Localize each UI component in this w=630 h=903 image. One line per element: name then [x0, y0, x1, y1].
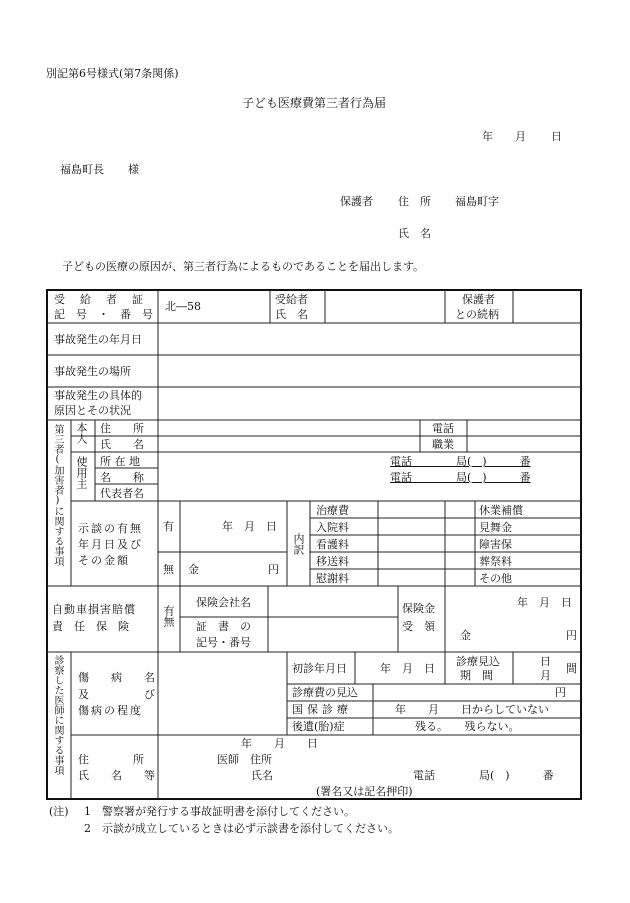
doctor-date: 年 月 日	[241, 737, 318, 750]
insurance-received-label-2: 受 領	[402, 620, 435, 633]
third-party-phone-label: 電話	[432, 422, 454, 435]
note-item: 1 警察署が発行する事故証明書を添付してください。	[84, 805, 355, 818]
doctor-name-line: 氏名	[251, 769, 273, 782]
addressee: 福島町長	[60, 163, 104, 176]
liability-yes-no-label: 有無	[162, 605, 175, 627]
third-party-section-label: 第三者(加害者)に関する事項	[52, 424, 63, 566]
employer-phone-line-1: 電話 局( ) 番	[390, 455, 531, 468]
doctor-phone: 電話 局( ) 番	[413, 769, 554, 782]
form-reference: 別記第6号様式(第7条関係)	[46, 67, 179, 80]
date-year-label: 年	[482, 130, 493, 143]
settlement-label-2: 年月日及び	[78, 538, 143, 551]
settlement-label-3: その金額	[78, 554, 130, 567]
note-item: 2 示談が成立しているときは必ず示談書を添付してください。	[84, 822, 399, 835]
liability-insurance-label-2: 責 任 保 険	[52, 620, 129, 633]
guardian-address-value: 福島町字	[455, 195, 499, 208]
certificate-label-2: 記号・番号	[196, 636, 251, 649]
expected-period-label-1: 診療見込	[456, 655, 500, 668]
date-month-label: 月	[515, 130, 526, 143]
nhi-value: 年 月 日からしていない	[395, 703, 549, 716]
sequelae-label: 後遺(胎)症	[292, 720, 345, 733]
self-label: 本人	[75, 422, 88, 444]
employer-location-label: 所 在 地	[100, 455, 140, 468]
expected-cost-label: 診療費の見込	[292, 686, 358, 699]
settlement-date: 年 月 日	[222, 520, 277, 533]
breakdown-item: 見舞金	[479, 521, 512, 534]
recipient-name-label-1: 受給者	[275, 293, 308, 306]
insurance-received-amount-label: 金	[460, 629, 471, 642]
signature-note: (署名又は記名押印)	[316, 785, 413, 798]
third-party-occupation-label: 職業	[432, 438, 454, 451]
employer-phone-line-2: 電話 局( ) 番	[390, 471, 531, 484]
doctor-address-label: 住 所	[78, 753, 144, 766]
first-visit-label: 初診年月日	[292, 662, 347, 675]
relation-label-2: との続柄	[455, 308, 499, 321]
date-day-label: 日	[551, 130, 562, 143]
certificate-label-1: 証 書 の	[196, 620, 251, 633]
relation-label-1: 保護者	[462, 293, 495, 306]
doctor-name-label: 氏 名 等	[78, 769, 155, 782]
breakdown-item: その他	[479, 572, 512, 585]
expected-period-label-2: 期 間	[460, 669, 493, 682]
insurer-name-label: 保険会社名	[196, 596, 251, 609]
recipient-name-label-2: 氏 名	[275, 308, 308, 321]
recipient-number-value: 北―58	[165, 300, 201, 313]
insurance-received-yen: 円	[566, 629, 577, 642]
nhi-label: 国保診療	[292, 703, 352, 716]
settlement-amount-label: 金	[188, 563, 199, 576]
settlement-no-label: 無	[163, 563, 174, 576]
employer-label: 使用主	[75, 456, 88, 489]
recipient-number-label-1: 受 給 者 証	[54, 293, 145, 306]
notes-prefix: (注)	[49, 805, 69, 818]
honorific: 様	[128, 163, 139, 176]
breakdown-item: 障害保	[479, 538, 512, 551]
accident-date-label: 事故発生の年月日	[54, 333, 142, 346]
settlement-label-1: 示談の有無	[78, 522, 143, 535]
breakdown-item: 看護料	[316, 538, 349, 551]
period-suffix: 間	[566, 662, 577, 675]
doctor-section-label: 診察した医師に関する事項	[52, 655, 63, 775]
settlement-yen-label: 円	[268, 563, 279, 576]
declaration-text: 子どもの医療の原因が、第三者行為によるものであることを届出します。	[62, 260, 425, 273]
guardian-label: 保護者	[340, 195, 373, 208]
breakdown-item: 治療費	[316, 504, 349, 517]
guardian-address-label: 住 所	[398, 195, 431, 208]
employer-representative-label: 代表者名	[100, 487, 144, 500]
doctor-address-line: 医師 住所	[217, 753, 272, 766]
guardian-name-label: 氏 名	[398, 227, 431, 240]
first-visit-date: 年 月 日	[380, 662, 435, 675]
breakdown-item: 葬祭料	[479, 555, 512, 568]
recipient-number-label-2: 記 号 ・ 番 号	[54, 308, 153, 321]
insurance-received-date: 年 月 日	[517, 596, 572, 609]
liability-insurance-label-1: 自動車損害賠償	[52, 603, 136, 616]
injury-label-1: 傷 病 名	[78, 671, 155, 684]
third-party-address-label: 住 所	[100, 422, 144, 435]
insurance-received-label-1: 保険金	[402, 602, 435, 615]
injury-label-3: 傷病の程度	[78, 704, 143, 717]
form-title: 子ども医療費第三者行為届	[242, 96, 387, 110]
breakdown-item: 入院料	[316, 521, 349, 534]
employer-company-name-label: 名 称	[100, 471, 144, 484]
accident-detail-label-1: 事故発生の具体的	[54, 389, 142, 402]
sequelae-value: 残る。 残らない。	[415, 720, 520, 733]
breakdown-label: 内訳	[292, 533, 305, 555]
breakdown-item: 移送料	[316, 555, 349, 568]
period-unit-day: 日	[540, 655, 551, 668]
accident-place-label: 事故発生の場所	[54, 365, 131, 378]
injury-label-2: 及 び	[78, 688, 155, 701]
breakdown-item: 休業補償	[479, 504, 523, 517]
expected-cost-yen: 円	[555, 686, 566, 699]
accident-detail-label-2: 原因とその状況	[54, 404, 131, 417]
period-unit-month: 月	[540, 669, 551, 682]
third-party-name-label: 氏 名	[100, 438, 144, 451]
settlement-yes-label: 有	[163, 520, 174, 533]
breakdown-item: 慰謝料	[316, 572, 349, 585]
